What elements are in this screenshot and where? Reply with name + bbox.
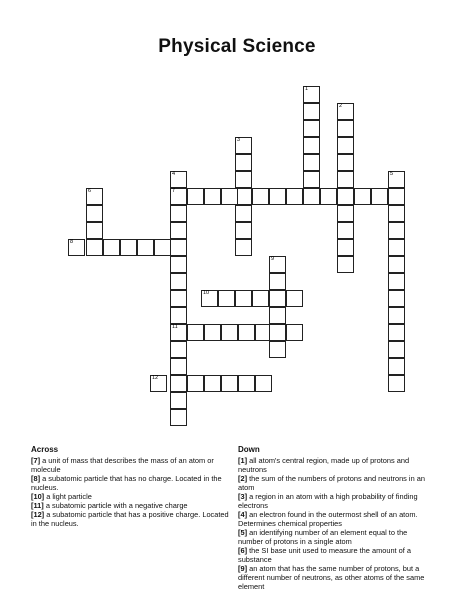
grid-cell[interactable] xyxy=(388,188,405,205)
clue-number-label: 9 xyxy=(271,256,275,262)
grid-cell[interactable] xyxy=(252,188,269,205)
grid-cell-8[interactable] xyxy=(68,239,85,256)
grid-cell[interactable] xyxy=(170,409,187,426)
grid-cell[interactable] xyxy=(86,205,103,222)
clue-number: [12] xyxy=(31,510,45,519)
clue-number-label: 10 xyxy=(203,290,210,296)
clue-number: [8] xyxy=(31,474,41,483)
clue-text: an atom that has the same number of protons, but a different number of neutrons, as other atoms of the same element xyxy=(238,564,425,591)
grid-cell-1[interactable] xyxy=(303,86,320,103)
across-clue-list xyxy=(31,456,234,528)
grid-cell[interactable] xyxy=(388,307,405,324)
grid-cell-5[interactable] xyxy=(388,171,405,188)
grid-cell-2[interactable] xyxy=(337,103,354,120)
grid-cell[interactable] xyxy=(337,120,354,137)
clue-number-label: 6 xyxy=(88,188,92,194)
grid-cell[interactable] xyxy=(388,239,405,256)
grid-cell[interactable] xyxy=(269,341,286,358)
clue-down-5 xyxy=(238,528,434,546)
grid-cell[interactable] xyxy=(354,188,371,205)
clue-text: an electron found in the outermost shell of an atom. Determines chemical properties xyxy=(238,510,418,528)
grid-cell[interactable] xyxy=(170,392,187,409)
clue-text: an identifying number of an element equal to the number of protons in a single atom xyxy=(238,528,408,546)
grid-cell[interactable] xyxy=(286,324,303,341)
grid-cell[interactable] xyxy=(255,375,272,392)
grid-cell[interactable] xyxy=(170,375,187,392)
clue-text: the SI base unit used to measure the amount of a substance xyxy=(238,546,411,564)
clue-number-label: 5 xyxy=(390,171,394,177)
clue-text: all atom's central region, made up of protons and neutrons xyxy=(238,456,410,474)
grid-cell[interactable] xyxy=(269,290,286,307)
grid-cell[interactable] xyxy=(388,222,405,239)
grid-cell[interactable] xyxy=(320,188,337,205)
grid-cell-3[interactable] xyxy=(235,137,252,154)
grid-cell[interactable] xyxy=(269,324,286,341)
grid-cell[interactable] xyxy=(86,239,103,256)
clue-text: a unit of mass that describes the mass of an atom or molecule xyxy=(31,456,214,474)
grid-cell[interactable] xyxy=(238,375,255,392)
grid-cell[interactable] xyxy=(388,375,405,392)
clue-down-1 xyxy=(238,456,434,474)
grid-cell[interactable] xyxy=(204,375,221,392)
clue-across-7 xyxy=(31,456,234,474)
clue-across-8 xyxy=(31,474,234,492)
clue-number-label: 7 xyxy=(172,188,176,194)
clue-text: the sum of the numbers of protons and neutrons in an atom xyxy=(238,474,425,492)
grid-cell[interactable] xyxy=(204,188,221,205)
clue-number-label: 8 xyxy=(70,239,74,245)
grid-cell[interactable] xyxy=(252,290,269,307)
grid-cell[interactable] xyxy=(337,222,354,239)
grid-cell[interactable] xyxy=(170,290,187,307)
clue-across-10 xyxy=(31,492,234,501)
grid-cell[interactable] xyxy=(221,324,238,341)
grid-cell-12[interactable] xyxy=(150,375,167,392)
grid-cell[interactable] xyxy=(170,222,187,239)
grid-cell[interactable] xyxy=(235,171,252,188)
grid-cell[interactable] xyxy=(388,324,405,341)
grid-cell-6[interactable] xyxy=(86,188,103,205)
grid-cell[interactable] xyxy=(269,188,286,205)
clue-across-11 xyxy=(31,501,234,510)
clue-down-6 xyxy=(238,546,434,564)
grid-cell[interactable] xyxy=(337,239,354,256)
clue-number-label: 4 xyxy=(172,171,176,177)
grid-cell[interactable] xyxy=(170,341,187,358)
clue-text: a subatomic particle that has a positive charge. Located in the nucleus. xyxy=(31,510,229,528)
grid-cell[interactable] xyxy=(235,290,252,307)
across-heading: Across xyxy=(31,445,59,454)
clue-down-9 xyxy=(238,564,434,591)
clue-number: [2] xyxy=(238,474,248,483)
grid-cell[interactable] xyxy=(187,324,204,341)
grid-cell[interactable] xyxy=(337,171,354,188)
clue-text: a region in an atom with a high probability of finding electrons xyxy=(238,492,418,510)
grid-cell-7[interactable] xyxy=(170,188,187,205)
grid-cell[interactable] xyxy=(388,273,405,290)
down-heading: Down xyxy=(238,445,260,454)
grid-cell[interactable] xyxy=(170,307,187,324)
grid-cell-11[interactable] xyxy=(170,324,187,341)
clue-number: [9] xyxy=(238,564,248,573)
grid-cell[interactable] xyxy=(235,154,252,171)
grid-cell[interactable] xyxy=(218,290,235,307)
grid-cell[interactable] xyxy=(303,188,320,205)
clue-number-label: 12 xyxy=(152,375,159,381)
grid-cell[interactable] xyxy=(235,222,252,239)
grid-cell[interactable] xyxy=(269,307,286,324)
grid-cell[interactable] xyxy=(221,375,238,392)
grid-cell[interactable] xyxy=(221,188,238,205)
grid-cell[interactable] xyxy=(337,137,354,154)
grid-cell[interactable] xyxy=(388,290,405,307)
grid-cell[interactable] xyxy=(170,273,187,290)
clue-number: [7] xyxy=(31,456,41,465)
grid-cell[interactable] xyxy=(303,171,320,188)
grid-cell[interactable] xyxy=(170,256,187,273)
clue-number: [6] xyxy=(238,546,248,555)
grid-cell[interactable] xyxy=(286,188,303,205)
across-clues xyxy=(31,445,234,528)
down-clues xyxy=(238,445,434,591)
grid-cell[interactable] xyxy=(388,256,405,273)
down-clue-list xyxy=(238,456,434,591)
grid-cell[interactable] xyxy=(269,273,286,290)
grid-cell[interactable] xyxy=(103,239,120,256)
grid-cell[interactable] xyxy=(137,239,154,256)
grid-cell[interactable] xyxy=(170,358,187,375)
clue-text: a subatomic particle that has no charge. Located in the nucleus. xyxy=(31,474,222,492)
grid-cell[interactable] xyxy=(204,324,221,341)
grid-cell[interactable] xyxy=(388,205,405,222)
clue-number: [4] xyxy=(238,510,248,519)
grid-cell[interactable] xyxy=(170,205,187,222)
grid-cell-9[interactable] xyxy=(269,256,286,273)
grid-cell[interactable] xyxy=(238,324,255,341)
clue-down-3 xyxy=(238,492,434,510)
grid-cell[interactable] xyxy=(371,188,388,205)
grid-cell[interactable] xyxy=(388,358,405,375)
clue-number-label: 11 xyxy=(172,324,178,330)
grid-cell[interactable] xyxy=(187,375,204,392)
clue-number: [5] xyxy=(238,528,248,537)
grid-cell[interactable] xyxy=(154,239,171,256)
grid-cell[interactable] xyxy=(337,154,354,171)
grid-cell-10[interactable] xyxy=(201,290,218,307)
clue-number: [10] xyxy=(31,492,45,501)
clue-number-label: 1 xyxy=(305,86,309,92)
grid-cell[interactable] xyxy=(235,239,252,256)
grid-cell[interactable] xyxy=(303,120,320,137)
grid-cell[interactable] xyxy=(337,256,354,273)
clue-number: [1] xyxy=(238,456,248,465)
clue-down-4 xyxy=(238,510,434,528)
grid-cell[interactable] xyxy=(303,103,320,120)
grid-cell[interactable] xyxy=(170,239,187,256)
clue-across-12 xyxy=(31,510,234,528)
clue-text: a light particle xyxy=(46,492,92,501)
grid-cell[interactable] xyxy=(388,341,405,358)
clue-number: [11] xyxy=(31,501,44,510)
grid-cell[interactable] xyxy=(86,222,103,239)
grid-cell[interactable] xyxy=(120,239,137,256)
grid-cell[interactable] xyxy=(286,290,303,307)
clue-number: [3] xyxy=(238,492,248,501)
clue-down-2 xyxy=(238,474,434,492)
grid-cell[interactable] xyxy=(337,188,354,205)
grid-cell[interactable] xyxy=(303,137,320,154)
grid-cell-4[interactable] xyxy=(170,171,187,188)
grid-cell[interactable] xyxy=(303,154,320,171)
grid-cell[interactable] xyxy=(235,205,252,222)
grid-cell[interactable] xyxy=(187,188,204,205)
clue-number-label: 3 xyxy=(237,137,241,143)
clue-number-label: 2 xyxy=(339,103,343,109)
clue-text: a subatomic particle with a negative charge xyxy=(45,501,188,510)
page-title: Physical Science xyxy=(158,36,316,57)
grid-cell[interactable] xyxy=(337,205,354,222)
